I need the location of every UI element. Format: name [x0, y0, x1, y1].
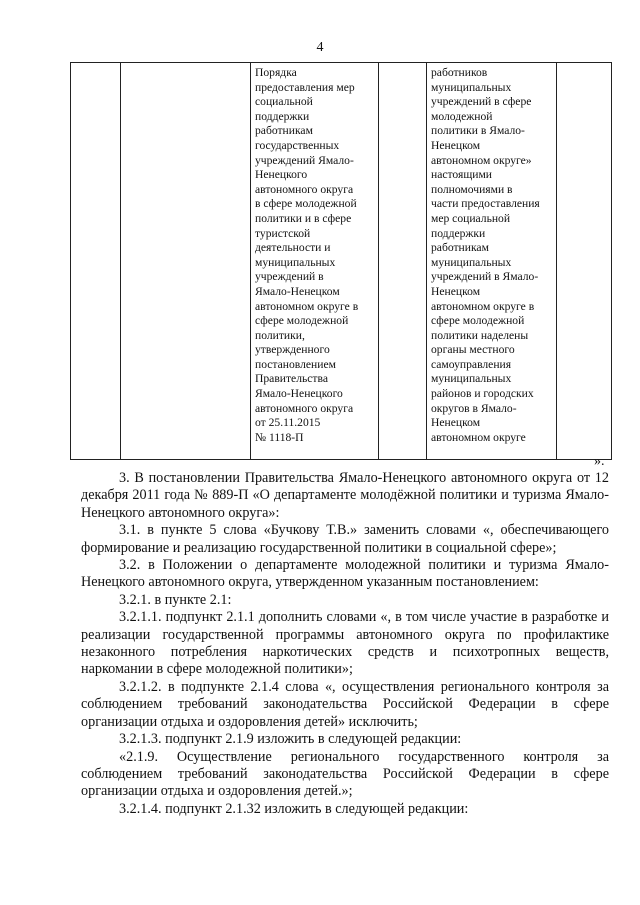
table-cell-2 [121, 63, 251, 460]
table-cell-4 [379, 63, 427, 460]
paragraph-3-1: 3.1. в пункте 5 слова «Бучкову Т.В.» заменить словами «, обеспечивающего формирование и реализацию государственной политики в социальной сфере»; [81, 522, 609, 556]
document-body [81, 470, 609, 818]
paragraph-3-2-1-1: 3.2.1.1. подпункт 2.1.1 дополнить словами «, в том числе участие в разработке и реализации государственной программы автономного округа по профилактике незаконного потребления наркотических средств и психотропных веществ, наркомании в сфере молодежной политики»; [81, 609, 609, 678]
page-number: 4 [316, 40, 324, 55]
table-cell-6 [557, 63, 612, 460]
table-cell-document-name [251, 63, 379, 460]
paragraph-2-1-9-quote: «2.1.9. Осуществление регионального государственного контроля за соблюдением требований законодательства Российской Федерации в сфере организации отдыха и оздоровления детей.»; [81, 748, 609, 800]
paragraph-3-2-1: 3.2.1. в пункте 2.1: [119, 591, 232, 608]
paragraph-3: 3. В постановлении Правительства Ямало-Ненецкого автономного округа от 12 декабря 2011 года № 889-П «О департаменте молодёжной политики и туризма Ямало-Ненецкого автономного округа»: [81, 470, 609, 521]
table-cell-number [71, 63, 121, 460]
paragraph-3-2-1-4: 3.2.1.4. подпункт 2.1.32 изложить в следующей редакции: [119, 800, 469, 817]
amendments-table [70, 62, 612, 460]
paragraph-3-2: 3.2. в Положении о департаменте молодежной политики и туризма Ямало-Ненецкого автономного округа, утвержденном указанным постановлением: [81, 557, 609, 591]
table-cell-wording-text: работников муниципальных учреждений в сфере молодежной политики в Ямало- Ненецком автономном округе» настоящими полномочиями в части предоставления мер социальной поддержки работникам муниципальных учреждений в Ямало- Ненецком автономном округе в сфере молодежной политики наделены органы местного самоуправления муниципальных районов и городских округов в Ямало- Ненецком автономном округе [431, 66, 540, 444]
table-cell-document-name-text: Порядка предоставления мер социальной поддержки работникам государственных учреждений Ямало- Ненецкого автономного округа в сфере молодежной политики и в сфере туристской деятельности и муниципальных учреждений в Ямало-Ненецком автономном округе в сфере молодежной политики, утвержденного постановлением Правительства Ямало-Ненецкого автономного округа от 25.11.2015 № 1118-П [255, 66, 359, 444]
paragraph-3-2-1-3: 3.2.1.3. подпункт 2.1.9 изложить в следующей редакции: [119, 731, 462, 748]
table-cell-wording [427, 63, 557, 460]
table-closing-quote: ». [594, 454, 605, 469]
paragraph-3-2-1-2: 3.2.1.2. в подпункте 2.1.4 слова «, осуществления регионального контроля за соблюдением требований законодательства Российской Федерации в сфере организации отдыха и оздоровления детей» исключить; [81, 678, 609, 730]
table-row [71, 63, 612, 460]
